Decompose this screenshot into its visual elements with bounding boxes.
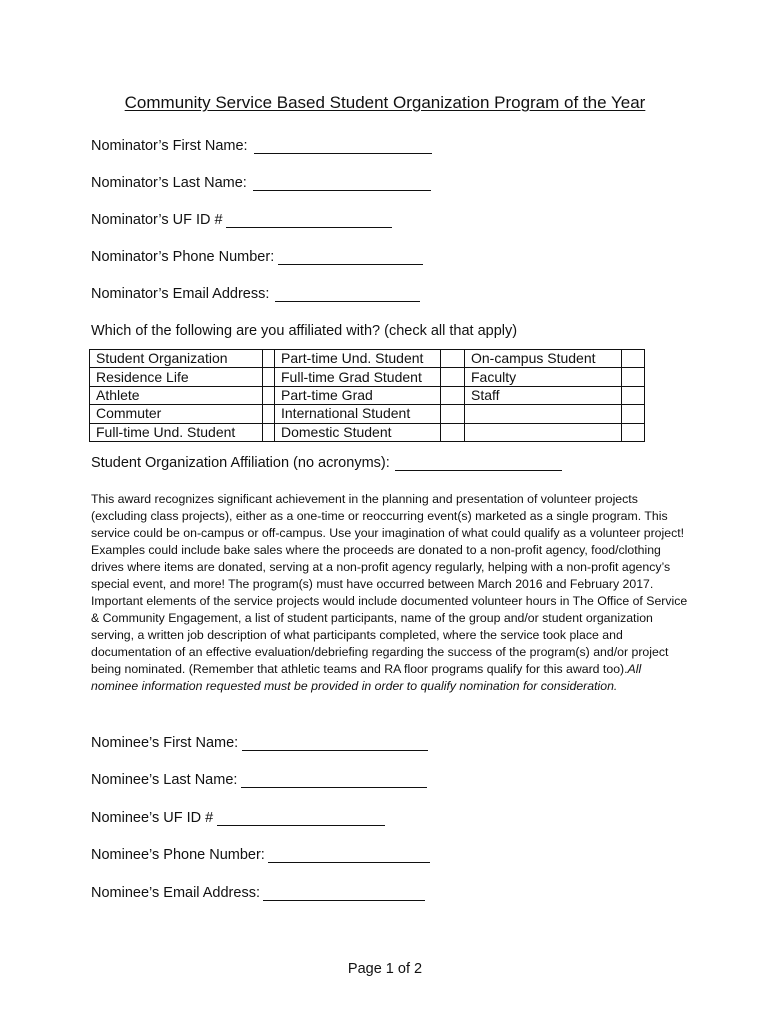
nominee-phone-label: Nominee’s Phone Number: (91, 847, 265, 863)
table-row (90, 368, 645, 386)
affiliation-checkbox[interactable] (263, 368, 275, 386)
table-row (90, 350, 645, 368)
affiliation-option-label: Domestic Student (275, 423, 441, 441)
award-description-emphasis: All nominee information requested must be provided in order to qualify nomination for consideration. (91, 662, 642, 693)
affiliation-checkbox[interactable] (622, 368, 645, 386)
org-affiliation-row (91, 455, 562, 471)
page-number: Page 1 of 2 (347, 961, 423, 977)
nominee-ufid-field[interactable] (217, 810, 385, 826)
affiliation-checkbox[interactable] (263, 423, 275, 441)
affiliation-table (89, 349, 645, 442)
nominee-last-name-field[interactable] (241, 772, 427, 788)
nominee-ufid-label: Nominee’s UF ID # (91, 810, 214, 826)
award-description (91, 491, 691, 695)
affiliation-option-label: Faculty (465, 368, 622, 386)
table-row (90, 405, 645, 423)
nominator-ufid-row (91, 212, 392, 228)
nominator-email-row (91, 286, 420, 302)
nominee-last-name-row (91, 772, 427, 788)
nominee-first-name-label: Nominee’s First Name: (91, 735, 239, 751)
nominee-last-name-label: Nominee’s Last Name: (91, 772, 238, 788)
nominator-phone-row (91, 249, 423, 265)
affiliation-question: Which of the following are you affiliated with? (check all that apply) (91, 323, 518, 339)
nominee-email-field[interactable] (263, 885, 425, 901)
nominee-first-name-row (91, 735, 428, 751)
nominator-phone-field[interactable] (278, 249, 423, 265)
nominator-email-label: Nominator’s Email Address: (91, 286, 270, 302)
nominee-phone-field[interactable] (268, 847, 430, 863)
affiliation-checkbox[interactable] (622, 386, 645, 404)
nominee-phone-row (91, 847, 430, 863)
affiliation-empty-box (622, 423, 645, 441)
affiliation-option-label: Full-time Grad Student (275, 368, 441, 386)
affiliation-checkbox[interactable] (441, 350, 465, 368)
nominee-email-row (91, 885, 425, 901)
affiliation-option-label: On-campus Student (465, 350, 622, 368)
nominator-last-name-field[interactable] (253, 175, 431, 191)
award-description-body: This award recognizes significant achievement in the planning and presentation of volunteer projects (excluding class projects), either as a one-time or reoccurring event(s) marketed as a single program. This service could be on-campus or off-campus. Use your imagination of what could qualify as a volunteer project! Examples could include bake sales where the proceeds are donated to a non-profit agency, food/clothing drives where items are donated, serving at a non-profit agency regularly, helping with a non-profit agency’s special event, and more! The program(s) must have occurred between March 2016 and February 2017. Important elements of the service projects would include documented volunteer hours in The Office of Service & Community Engagement, a list of student participants, name of the group and/or student organization serving, a written job description of what participants completed, where the service took place and documentation of an effective evaluation/debriefing regarding the success of the program(s) and/or project being nominated. (Remember that athletic teams and RA floor programs qualify for this award too). (91, 492, 688, 676)
affiliation-checkbox[interactable] (263, 386, 275, 404)
affiliation-option-label: Staff (465, 386, 622, 404)
affiliation-checkbox[interactable] (441, 423, 465, 441)
affiliation-option-label: Athlete (90, 386, 263, 404)
org-affiliation-label: Student Organization Affiliation (no acronyms): (91, 455, 390, 471)
nominator-phone-label: Nominator’s Phone Number: (91, 249, 275, 265)
affiliation-checkbox[interactable] (441, 386, 465, 404)
affiliation-option-label: Commuter (90, 405, 263, 423)
page-title: Community Service Based Student Organization Program of the Year (124, 93, 646, 112)
nominee-email-label: Nominee’s Email Address: (91, 885, 260, 901)
nominator-last-name-label: Nominator’s Last Name: (91, 175, 247, 191)
affiliation-option-label: Student Organization (90, 350, 263, 368)
affiliation-option-label: International Student (275, 405, 441, 423)
nominator-ufid-label: Nominator’s UF ID # (91, 212, 223, 228)
nominator-ufid-field[interactable] (226, 212, 392, 228)
affiliation-option-label: Full-time Und. Student (90, 423, 263, 441)
nominator-email-field[interactable] (275, 286, 420, 302)
affiliation-checkbox[interactable] (263, 350, 275, 368)
affiliation-option-label: Part-time Und. Student (275, 350, 441, 368)
affiliation-option-label: Part-time Grad (275, 386, 441, 404)
affiliation-option-label: Residence Life (90, 368, 263, 386)
nominator-first-name-label: Nominator’s First Name: (91, 138, 248, 154)
affiliation-checkbox[interactable] (441, 368, 465, 386)
nominee-ufid-row (91, 810, 385, 826)
org-affiliation-field[interactable] (395, 455, 562, 471)
nominator-first-name-row (91, 138, 432, 154)
affiliation-checkbox[interactable] (263, 405, 275, 423)
nominee-first-name-field[interactable] (242, 735, 428, 751)
affiliation-empty-cell (465, 423, 622, 441)
table-row (90, 423, 645, 441)
affiliation-empty-box (622, 405, 645, 423)
nominator-first-name-field[interactable] (254, 138, 432, 154)
affiliation-checkbox[interactable] (441, 405, 465, 423)
affiliation-checkbox[interactable] (622, 350, 645, 368)
table-row (90, 386, 645, 404)
nominator-last-name-row (91, 175, 431, 191)
affiliation-empty-cell (465, 405, 622, 423)
